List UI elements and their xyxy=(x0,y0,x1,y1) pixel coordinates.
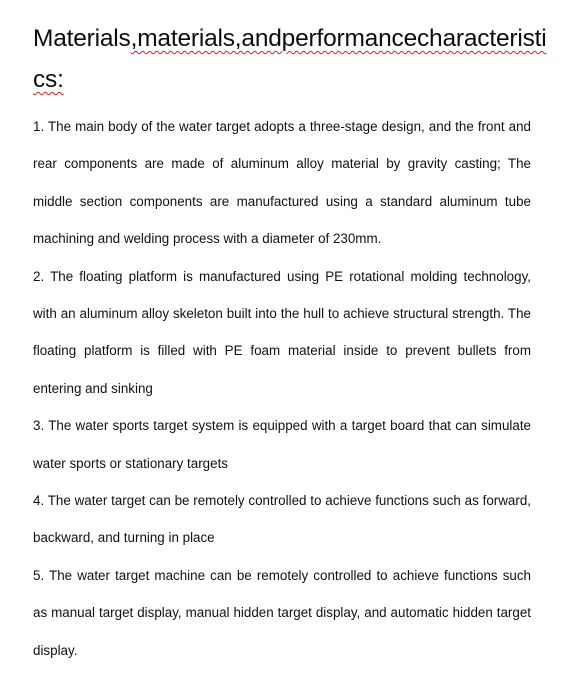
document-body xyxy=(33,108,531,669)
paragraph-1: 1. The main body of the water target adopts a three-stage design, and the front and rear components are made of aluminum alloy material by gravity casting; The middle section components are manufactured using a standard aluminum tube machining and welding process with a diameter of 230mm. xyxy=(33,119,531,247)
paragraph-4: 4. The water target can be remotely controlled to achieve functions such as forward, backward, and turning in place xyxy=(33,493,531,546)
title-misspelled-text: ,materials,andperformancecharacteristi xyxy=(130,25,547,52)
title-line-1 xyxy=(33,18,547,59)
title-word-materials: Materials xyxy=(33,25,131,52)
title-line-2 xyxy=(33,59,543,100)
title-continuation-text: cs: xyxy=(33,66,64,93)
paragraph-3: 3. The water sports target system is equipped with a target board that can simulate water sports or stationary targets xyxy=(33,418,531,471)
paragraph-5: 5. The water target machine can be remotely controlled to achieve functions such as manual target display, manual hidden target display, and automatic hidden target display. xyxy=(33,567,531,658)
document-title xyxy=(33,18,547,100)
paragraph-2: 2. The floating platform is manufactured using PE rotational molding technology, with an aluminum alloy skeleton built into the hull to achieve structural strength. The floating platform is filled with PE foam material inside to prevent bullets from entering and sinking xyxy=(33,268,531,396)
